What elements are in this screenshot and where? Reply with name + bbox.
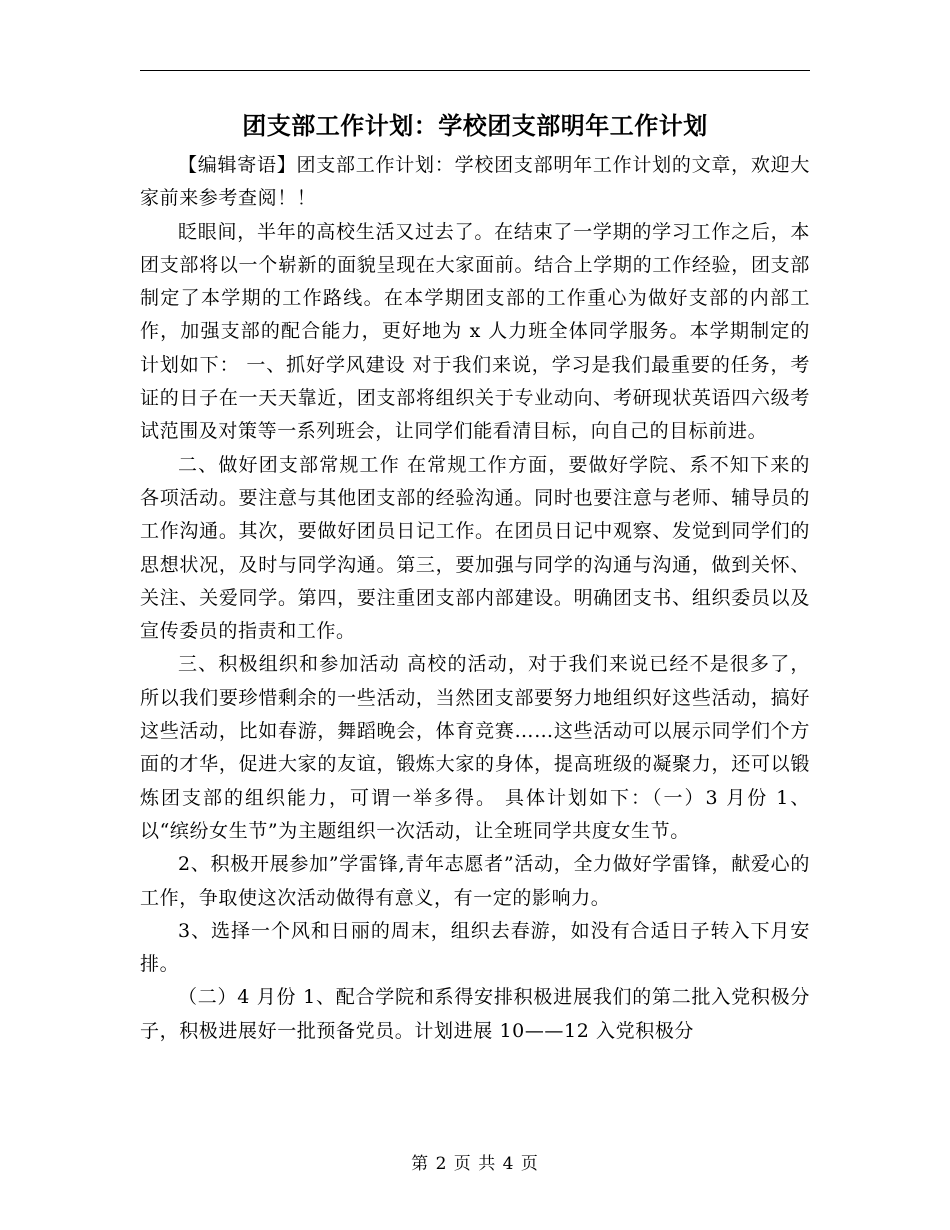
document-body bbox=[140, 149, 810, 1048]
paragraph-spring-outing: 3、选择一个风和日丽的周末，组织去春游，如没有合适日子转入下月安排。 bbox=[140, 919, 810, 976]
document-title: 团支部工作计划：学校团支部明年工作计划 bbox=[242, 111, 708, 140]
paragraph-routine-work: 二、做好团支部常规工作 在常规工作方面，要做好学院、系不知下来的各项活动。要注意与其他团支部的经验沟通。同时也要注意与老师、辅导员的工作沟通。其次，要做好团员日记工作。在团员日记中观察、发觉到同学们的思想状况，及时与同学沟通。第三，要加强与同学的沟通与沟通，做到关怀、关注、关爱同学。第四，要注重团支部内部建设。明确团支书、组织委员以及宣传委员的指责和工作。 bbox=[140, 453, 810, 643]
paragraph-volunteer: 2、积极开展参加”学雷锋,青年志愿者”活动，全力做好学雷锋，献爱心的工作，争取使这次活动做得有意义，有一定的影响力。 bbox=[140, 853, 810, 909]
paragraph-intro: 眨眼间，半年的高校生活又过去了。在结束了一学期的学习工作之后，本团支部将以一个崭新的面貌呈现在大家面前。结合上学期的工作经验，团支部制定了本学期的工作路线。在本学期团支部的工作重心为做好支部的内部工作，加强支部的配合能力，更好地为 x 人力班全体同学服务。本学期制定的计划如下： 一、抓好学风建设 对于我们来说，学习是我们最重要的任务，考证的日子在一天天靠近，团支部将组织关于专业动向、考研现状英语四六级考试范围及对策等一系列班会，让同学们能看清目标，向自己的目标前进。 bbox=[140, 220, 810, 443]
page-number-footer: 第 2 页 共 4 页 bbox=[411, 1154, 539, 1174]
paragraph-activities: 三、积极组织和参加活动 高校的活动，对于我们来说已经不是很多了，所以我们要珍惜剩余的一些活动，当然团支部要努力地组织好这些活动，搞好这些活动，比如春游，舞蹈晚会，体育竞赛……这些活动可以展示同学们个方面的才华，促进大家的友谊，锻炼大家的身体，提高班级的凝聚力，还可以锻炼团支部的组织能力，可谓一举多得。 具体计划如下：（一）3 月份 1、以“缤纷女生节”为主题组织一次活动，让全班同学共度女生节。 bbox=[140, 653, 811, 842]
paragraph-april-plan: （二）4 月份 1、配合学院和系得安排积极进展我们的第二批入党积极分子，积极进展好一批预备党员。计划进展 10——12 入党积极分 bbox=[140, 986, 810, 1042]
paragraph-editor-note: 【编辑寄语】团支部工作计划：学校团支部明年工作计划的文章，欢迎大家前来参考查阅！！ bbox=[140, 154, 810, 210]
header-rule bbox=[140, 70, 810, 71]
